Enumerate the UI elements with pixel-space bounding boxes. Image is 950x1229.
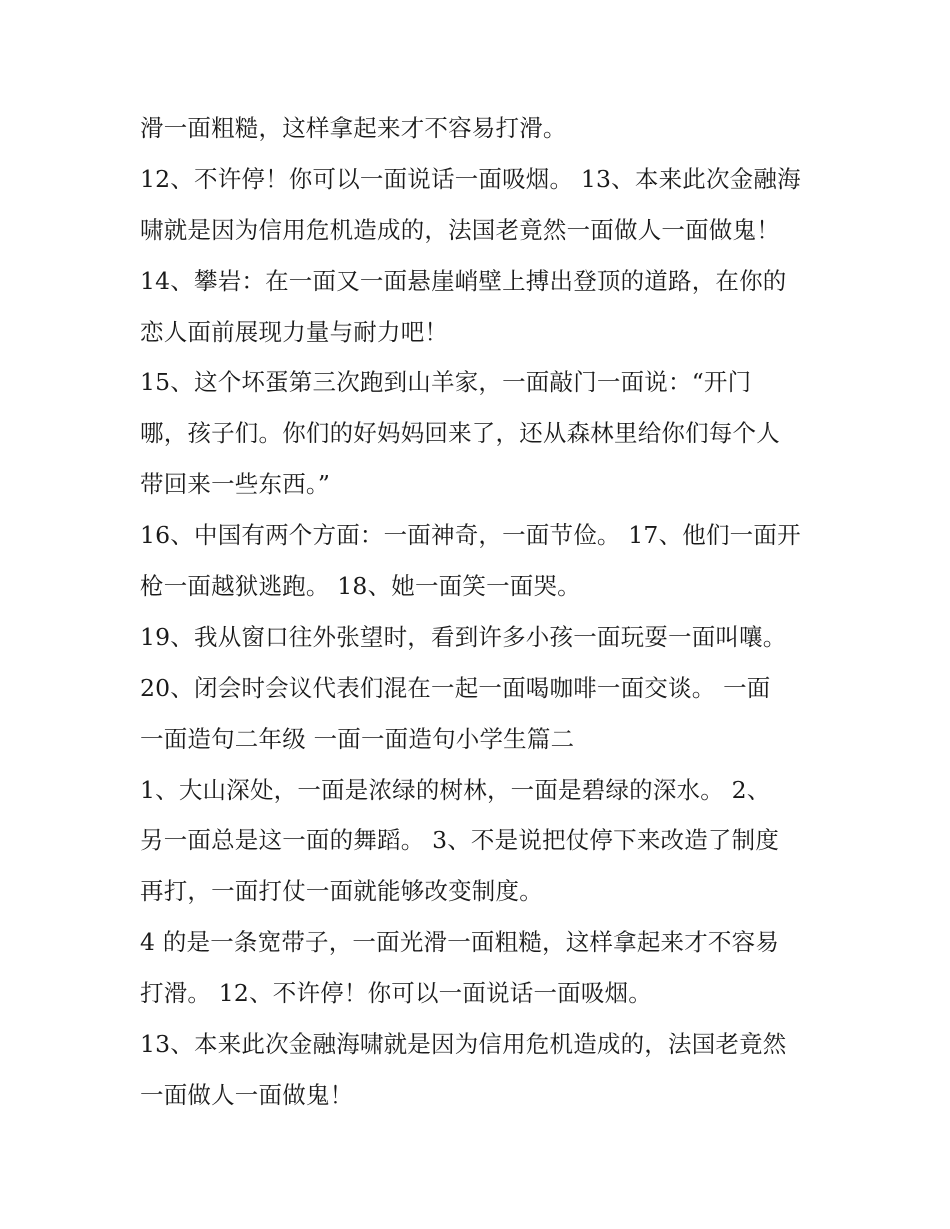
text-line: 4 的是一条宽带子，一面光滑一面粗糙，这样拿起来才不容易 <box>140 928 780 957</box>
text-line: 另一面总是这一面的舞蹈。 3、不是说把仗停下来改造了制度 <box>140 826 780 855</box>
text-line: 16、中国有两个方面：一面神奇，一面节俭。 17、他们一面开 <box>140 521 801 550</box>
text-line: 打滑。 12、不许停！你可以一面说话一面吸烟。 <box>140 979 652 1008</box>
text-line: 带回来一些东西。” <box>140 470 331 499</box>
text-line: 枪一面越狱逃跑。 18、她一面笑一面哭。 <box>140 572 581 601</box>
text-line: 19、我从窗口往外张望时，看到许多小孩一面玩耍一面叫嚷。 <box>140 622 787 651</box>
text-line: 12、不许停！你可以一面说话一面吸烟。 13、本来此次金融海 <box>140 164 801 193</box>
text-line: 13、本来此次金融海啸就是因为信用危机造成的，法国老竟然 <box>140 1030 787 1059</box>
text-line: 啸就是因为信用危机造成的，法国老竟然一面做人一面做鬼！ <box>140 215 780 244</box>
text-line: 再打，一面打仗一面就能够改变制度。 <box>140 877 543 906</box>
document-body <box>140 103 830 1121</box>
text-line: 一面造句二年级 一面一面造句小学生篇二 <box>140 724 575 753</box>
text-line: 滑一面粗糙，这样拿起来才不容易打滑。 <box>140 114 567 142</box>
text-line: 15、这个坏蛋第三次跑到山羊家，一面敲门一面说：“开门 <box>140 368 752 397</box>
text-line: 一面做人一面做鬼！ <box>140 1080 354 1109</box>
text-line: 哪，孩子们。你们的好妈妈回来了，还从森林里给你们每个人 <box>140 419 780 448</box>
text-line: 20、闭会时会议代表们混在一起一面喝咖啡一面交谈。 一面 <box>140 673 771 702</box>
text-line: 1、大山深处，一面是浓绿的树林，一面是碧绿的深水。 2、 <box>140 775 771 804</box>
text-line: 14、攀岩：在一面又一面悬崖峭壁上搏出登顶的道路，在你的 <box>140 266 787 295</box>
text-line: 恋人面前展现力量与耐力吧！ <box>140 317 449 346</box>
